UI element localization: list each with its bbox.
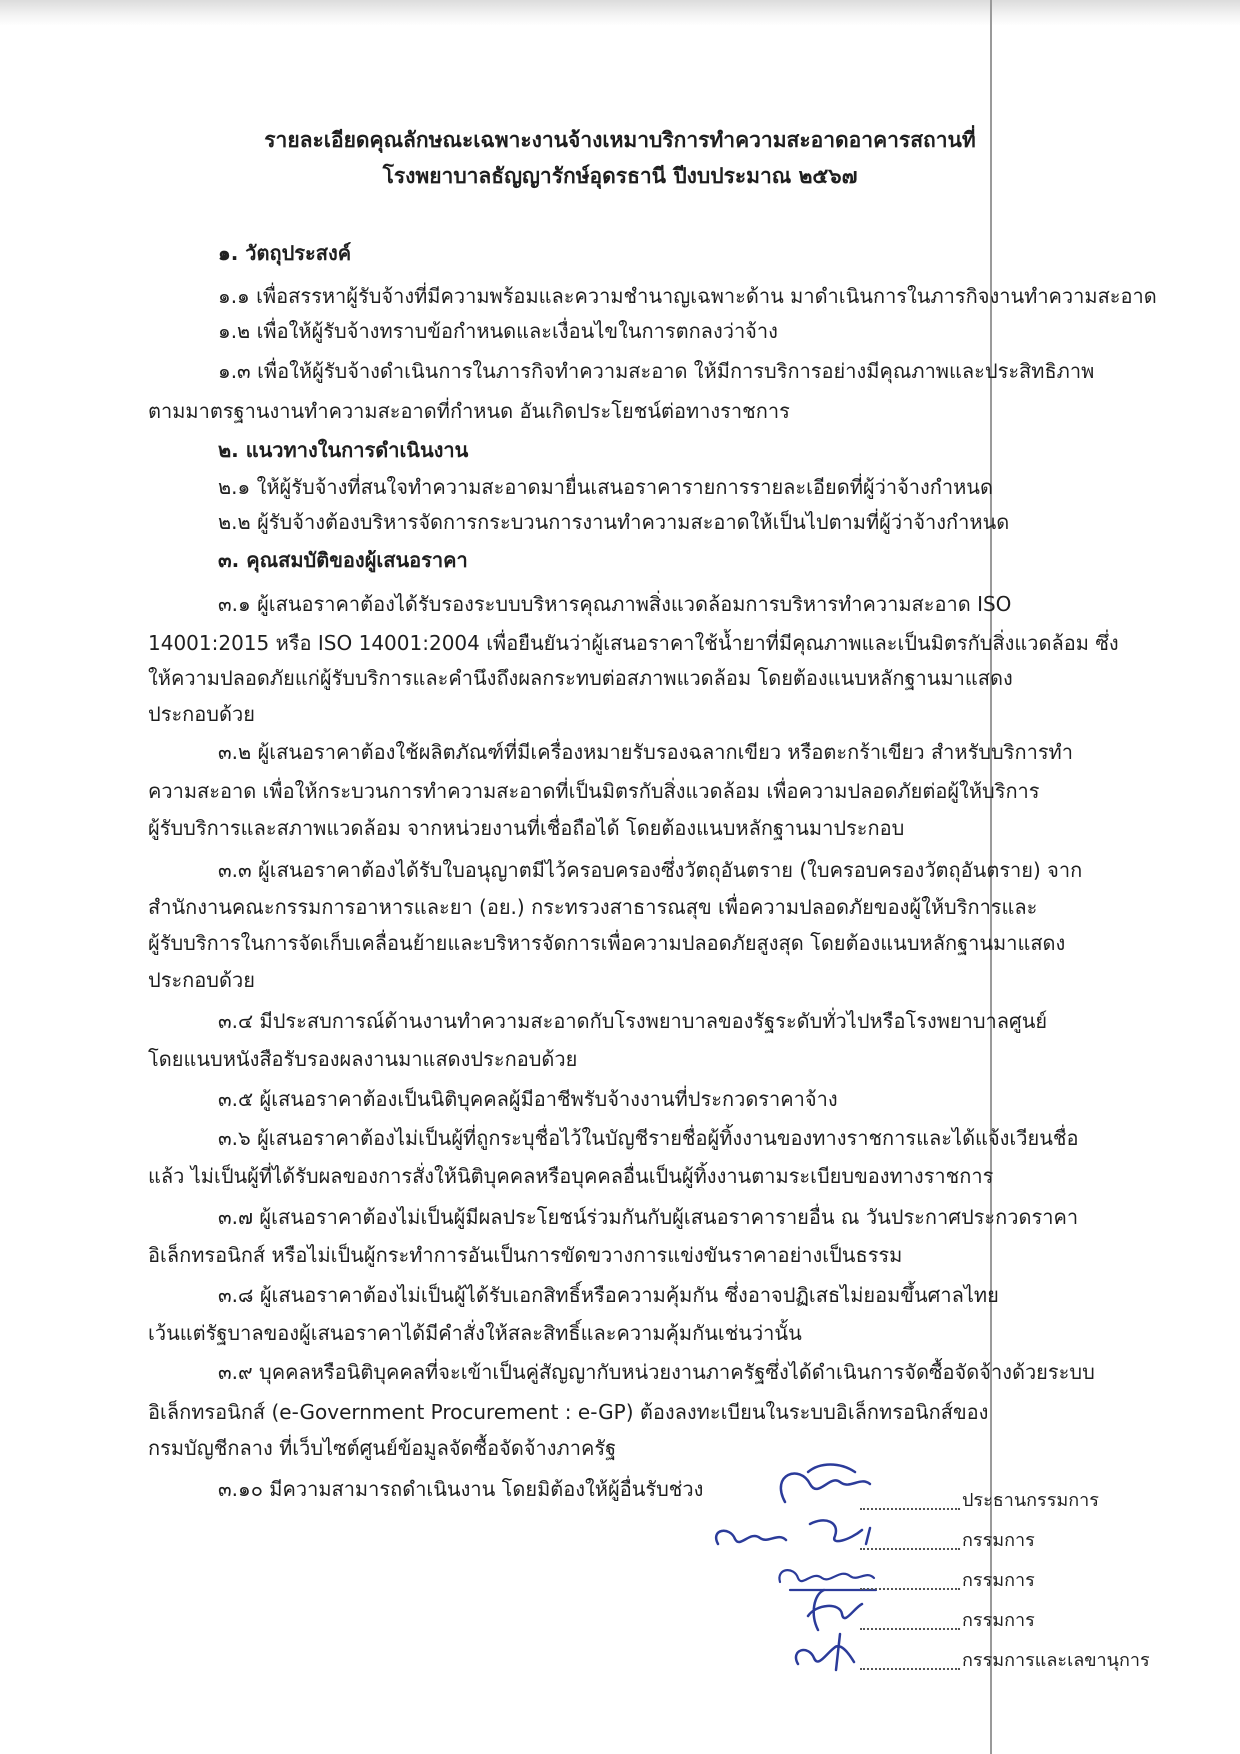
handwritten-signature	[690, 1614, 950, 1674]
body-line: ๓.๑ ผู้เสนอราคาต้องได้รับรองระบบบริหารคุณภาพสิ่งแวดล้อมการบริหารทำความสะอาด ISO	[218, 592, 1012, 616]
body-line: ประกอบด้วย	[148, 702, 255, 726]
document-title-line2: โรงพยาบาลธัญญารักษ์อุดรธานี ปีงบประมาณ ๒๕๖๗	[382, 164, 858, 188]
body-line: ๓.๕ ผู้เสนอราคาต้องเป็นนิติบุคคลผู้มีอาชีพรับจ้างงานที่ประกวดราคาจ้าง	[218, 1087, 838, 1111]
body-line: ๓.๗ ผู้เสนอราคาต้องไม่เป็นผู้มีผลประโยชน์ร่วมกันกับผู้เสนอราคารายอื่น ณ วันประกาศประกวดราคา	[218, 1205, 1079, 1229]
body-line: ๑.๓ เพื่อให้ผู้รับจ้างดำเนินการในภารกิจทำความสะอาด ให้มีการบริการอย่างมีคุณภาพและประสิทธิภาพ	[218, 359, 1095, 383]
body-line: ความสะอาด เพื่อให้กระบวนการทำความสะอาดที่เป็นมิตรกับสิ่งแวดล้อม เพื่อความปลอดภัยต่อผู้ให้บริการ	[148, 779, 1040, 803]
body-line: โดยแนบหนังสือรับรองผลงานมาแสดงประกอบด้วย	[148, 1047, 578, 1071]
body-line: สำนักงานคณะกรรมการอาหารและยา (อย.) กระทรวงสาธารณสุข เพื่อความปลอดภัยของผู้ให้บริการและ	[148, 895, 1038, 919]
body-line: ตามมาตรฐานงานทำความสะอาดที่กำหนด อันเกิดประโยชน์ต่อทางราชการ	[148, 399, 790, 423]
section-heading: ๒. แนวทางในการดำเนินงาน	[218, 438, 469, 462]
body-line: ๓.๙ บุคคลหรือนิติบุคคลที่จะเข้าเป็นคู่สัญญากับหน่วยงานภาครัฐซึ่งได้ดำเนินการจัดซื้อจัดจ้างด้วยระบบ	[218, 1360, 1095, 1384]
signature-label: กรรมการ	[962, 1570, 1035, 1591]
body-line: ๑.๒ เพื่อให้ผู้รับจ้างทราบข้อกำหนดและเงื่อนไขในการตกลงว่าจ้าง	[218, 319, 778, 343]
signature-label: กรรมการและเลขานุการ	[962, 1650, 1150, 1671]
body-line: ๒.๑ ให้ผู้รับจ้างที่สนใจทำความสะอาดมายื่นเสนอราคารายการรายละเอียดที่ผู้ว่าจ้างกำหนด	[218, 475, 993, 499]
signature-block	[690, 1450, 1150, 1690]
signature-label: ประธานกรรมการ	[962, 1490, 1099, 1511]
body-line: แล้ว ไม่เป็นผู้ที่ได้รับผลของการสั่งให้นิติบุคคลหรือบุคคลอื่นเป็นผู้ทิ้งงานตามระเบียบของทางราชการ	[148, 1164, 994, 1188]
body-line: ๓.๖ ผู้เสนอราคาต้องไม่เป็นผู้ที่ถูกระบุชื่อไว้ในบัญชีรายชื่อผู้ทิ้งงานของทางราชการและได้แจ้งเวียนชื่อ	[218, 1126, 1079, 1150]
signature-dotted-line	[860, 1668, 960, 1670]
document-title-line1: รายละเอียดคุณลักษณะเฉพาะงานจ้างเหมาบริการทำความสะอาดอาคารสถานที่	[264, 128, 976, 152]
signature-label: กรรมการ	[962, 1610, 1035, 1631]
body-line: ผู้รับบริการและสภาพแวดล้อม จากหน่วยงานที่เชื่อถือได้ โดยต้องแนบหลักฐานมาประกอบ	[148, 816, 905, 840]
body-line: ๓.๔ มีประสบการณ์ด้านงานทำความสะอาดกับโรงพยาบาลของรัฐระดับทั่วไปหรือโรงพยาบาลศูนย์	[218, 1009, 1048, 1033]
scan-edge-shadow	[0, 0, 1240, 26]
body-line: ๓.๑๐ มีความสามารถดำเนินงาน โดยมิต้องให้ผู้อื่นรับช่วง	[218, 1477, 704, 1501]
body-line: เว้นแต่รัฐบาลของผู้เสนอราคาได้มีคำสั่งให้สละสิทธิ์และความคุ้มกันเช่นว่านั้น	[148, 1321, 802, 1345]
body-line: อิเล็กทรอนิกส์ (e-Government Procurement : e-GP) ต้องลงทะเบียนในระบบอิเล็กทรอนิกส์ของ	[148, 1400, 989, 1424]
body-line: กรมบัญชีกลาง ที่เว็บไซต์ศูนย์ข้อมูลจัดซื้อจัดจ้างภาครัฐ	[148, 1436, 617, 1460]
signature-label: กรรมการ	[962, 1530, 1035, 1551]
body-line: ๓.๘ ผู้เสนอราคาต้องไม่เป็นผู้ได้รับเอกสิทธิ์หรือความคุ้มกัน ซึ่งอาจปฏิเสธไม่ยอมขึ้นศาลไทย	[218, 1283, 999, 1307]
body-line: ให้ความปลอดภัยแก่ผู้รับบริการและคำนึงถึงผลกระทบต่อสภาพแวดล้อม โดยต้องแนบหลักฐานมาแสดง	[148, 666, 1013, 690]
body-line: ๓.๓ ผู้เสนอราคาต้องได้รับใบอนุญาตมีไว้ครอบครองซึ่งวัตถุอันตราย (ใบครอบครองวัตถุอันตราย) จาก	[218, 858, 1083, 882]
section-heading: ๑. วัตถุประสงค์	[218, 241, 352, 265]
body-line: 14001:2015 หรือ ISO 14001:2004 เพื่อยืนยันว่าผู้เสนอราคาใช้น้ำยาที่มีคุณภาพและเป็นมิตรกับสิ่งแวดล้อม ซึ่ง	[148, 631, 1119, 655]
section-heading: ๓. คุณสมบัติของผู้เสนอราคา	[218, 548, 468, 572]
body-line: ผู้รับบริการในการจัดเก็บเคลื่อนย้ายและบริหารจัดการเพื่อความปลอดภัยสูงสุด โดยต้องแนบหลักฐานมาแสดง	[148, 931, 1066, 955]
body-line: ๒.๒ ผู้รับจ้างต้องบริหารจัดการกระบวนการงานทำความสะอาดให้เป็นไปตามที่ผู้ว่าจ้างกำหนด	[218, 510, 1010, 534]
body-line: ประกอบด้วย	[148, 968, 255, 992]
body-line: อิเล็กทรอนิกส์ หรือไม่เป็นผู้กระทำการอันเป็นการขัดขวางการแข่งขันราคาอย่างเป็นธรรม	[148, 1243, 903, 1267]
body-line: ๑.๑ เพื่อสรรหาผู้รับจ้างที่มีความพร้อมและความชำนาญเฉพาะด้าน มาดำเนินการในภารกิจงานทำความสะอาด	[218, 284, 1157, 308]
signature-row	[690, 1640, 1150, 1674]
body-line: ๓.๒ ผู้เสนอราคาต้องใช้ผลิตภัณฑ์ที่มีเครื่องหมายรับรองฉลากเขียว หรือตะกร้าเขียว สำหรับบริการทำ	[218, 740, 1073, 764]
